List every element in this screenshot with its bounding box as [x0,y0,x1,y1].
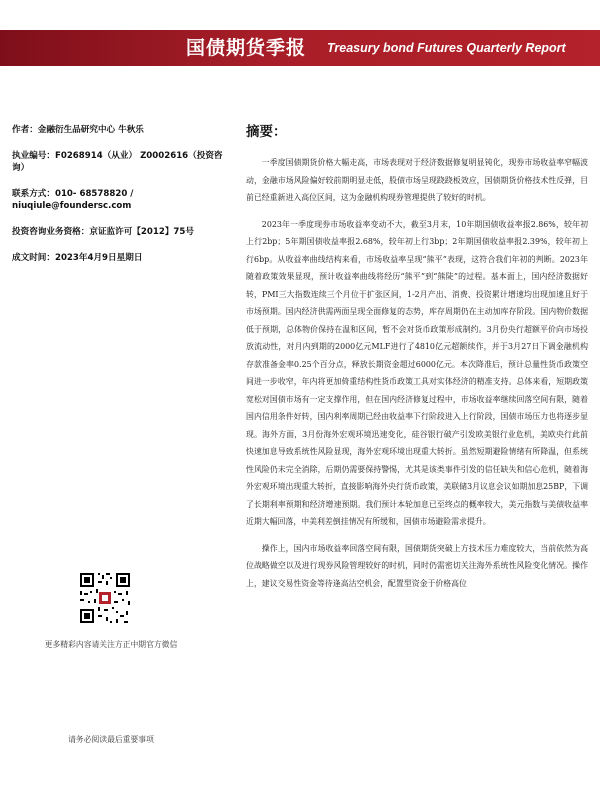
abstract-paragraph: 一季度国债期货价格大幅走高，市场表现对于经济数据修复明显钝化，现券市场收益率窄幅波动，金融市场风险偏好较前期明显走低，股债市场呈现跷跷板效应，国债期货价格技术性反弹，目前已经重新进入高位区间，这为金融机构现券管理提供了较好的时机。 [246,158,588,202]
qr-caption: 更多精彩内容请关注方正中期官方微信 [44,640,178,649]
abstract-column [246,124,588,601]
author-line: 作者：金融衍生品研究中心 牛秋乐 [12,125,144,135]
report-banner [0,0,600,96]
qualification-line: 投资咨询业务资格：京证监许可【2012】75号 [12,227,194,237]
qr-code-icon [78,571,132,625]
license-line: 执业编号：F0268914（从业） Z0002616（投资咨询） [12,151,223,173]
report-title-cn: 国债期货季报 [186,37,307,59]
abstract-paragraph: 2023年一季度现券市场收益率变动不大，截至3月末，10年期国债收益率报2.86%，较年初上行2bp；5年期国债收益率报2.68%，较年初上行3bp；2年期国债收益率报2.39%，较年初上行6bp。从收益率曲线结构来看，市场收益率呈现“熊平”表现，这符合我们年初的判断。2023年随着政策效果显现，预计收益率曲线将经历“熊平”到“熊陡”的过程。基本面上，国内经济数据好转，PMI三大指数连续三个月位于扩张区间，1-2月产出、消费、投资累计增速均出现加速且好于市场预期。国内经济供需两面呈现全面修复的态势，库存周期仍在主动加库存阶段。国内物价数据低于预期，总体物价保持在温和区间，暂不会对货币政策形成制约。3月份央行超额平价向市场投放流动性，对月内到期的2000亿元MLF进行了4810亿元超额续作，并于3月27日下调金融机构存款准备金率0.25个百分点，释放长期资金超过6000亿元。本次降准后，预计总量性货币政策空间进一步收窄，年内将更加倚重结构性货币政策工具对实体经济的精准支持。总体来看，短期政策宽松对国债市场有一定支撑作用，但在国内经济修复过程中，市场收益率继续回落空间有限，随着国内信用条件好转，国内利率周期已经由收益率下行阶段进入上行阶段，国债市场压力也将逐步显现。海外方面，3月份海外宏观环境迅速变化，硅谷银行破产引发欧美银行业危机，美欧央行此前快速加息导致系统性风险显现，海外宏观环境出现重大转折。虽然短期避险情绪有所降温，但系统性风险仍未完全消除，后期仍需要保持警惕，尤其是该类事件引发的信任缺失和信心危机，随着海外宏观环境出现重大转折，直接影响海外央行货币政策，美联储3月议息会议如期加息25BP，下调了长期利率预期和经济增速预期。我们预计本轮加息已至终点的概率较大，美元指数与美债收益率近期大幅回落，中美利差倒挂情况有所缓和，国债市场避险需求提升。 [246,219,588,526]
report-title-en: Treasury bond Futures Quarterly Report [327,41,566,55]
important-notice: 请务必阅读最后重要事项 [68,735,154,744]
date-line: 成文时间：2023年4月9日星期日 [12,253,143,263]
author-info-column [12,124,234,278]
abstract-paragraph: 操作上，国内市场收益率回落空间有限，国债期货突破上方技术压力难度较大，当前依然为高位战略做空以及进行现券风险管理较好的时机，同时仍需密切关注海外系统性风险变化情况。操作上，建议交易性资金等待逢高沽空机会，配置型资金于价格高位 [246,543,588,588]
contact-line: 联系方式：010- 68578820 / niuqiule@foundersc.com [12,189,134,211]
abstract-title: 摘要： [246,124,287,140]
